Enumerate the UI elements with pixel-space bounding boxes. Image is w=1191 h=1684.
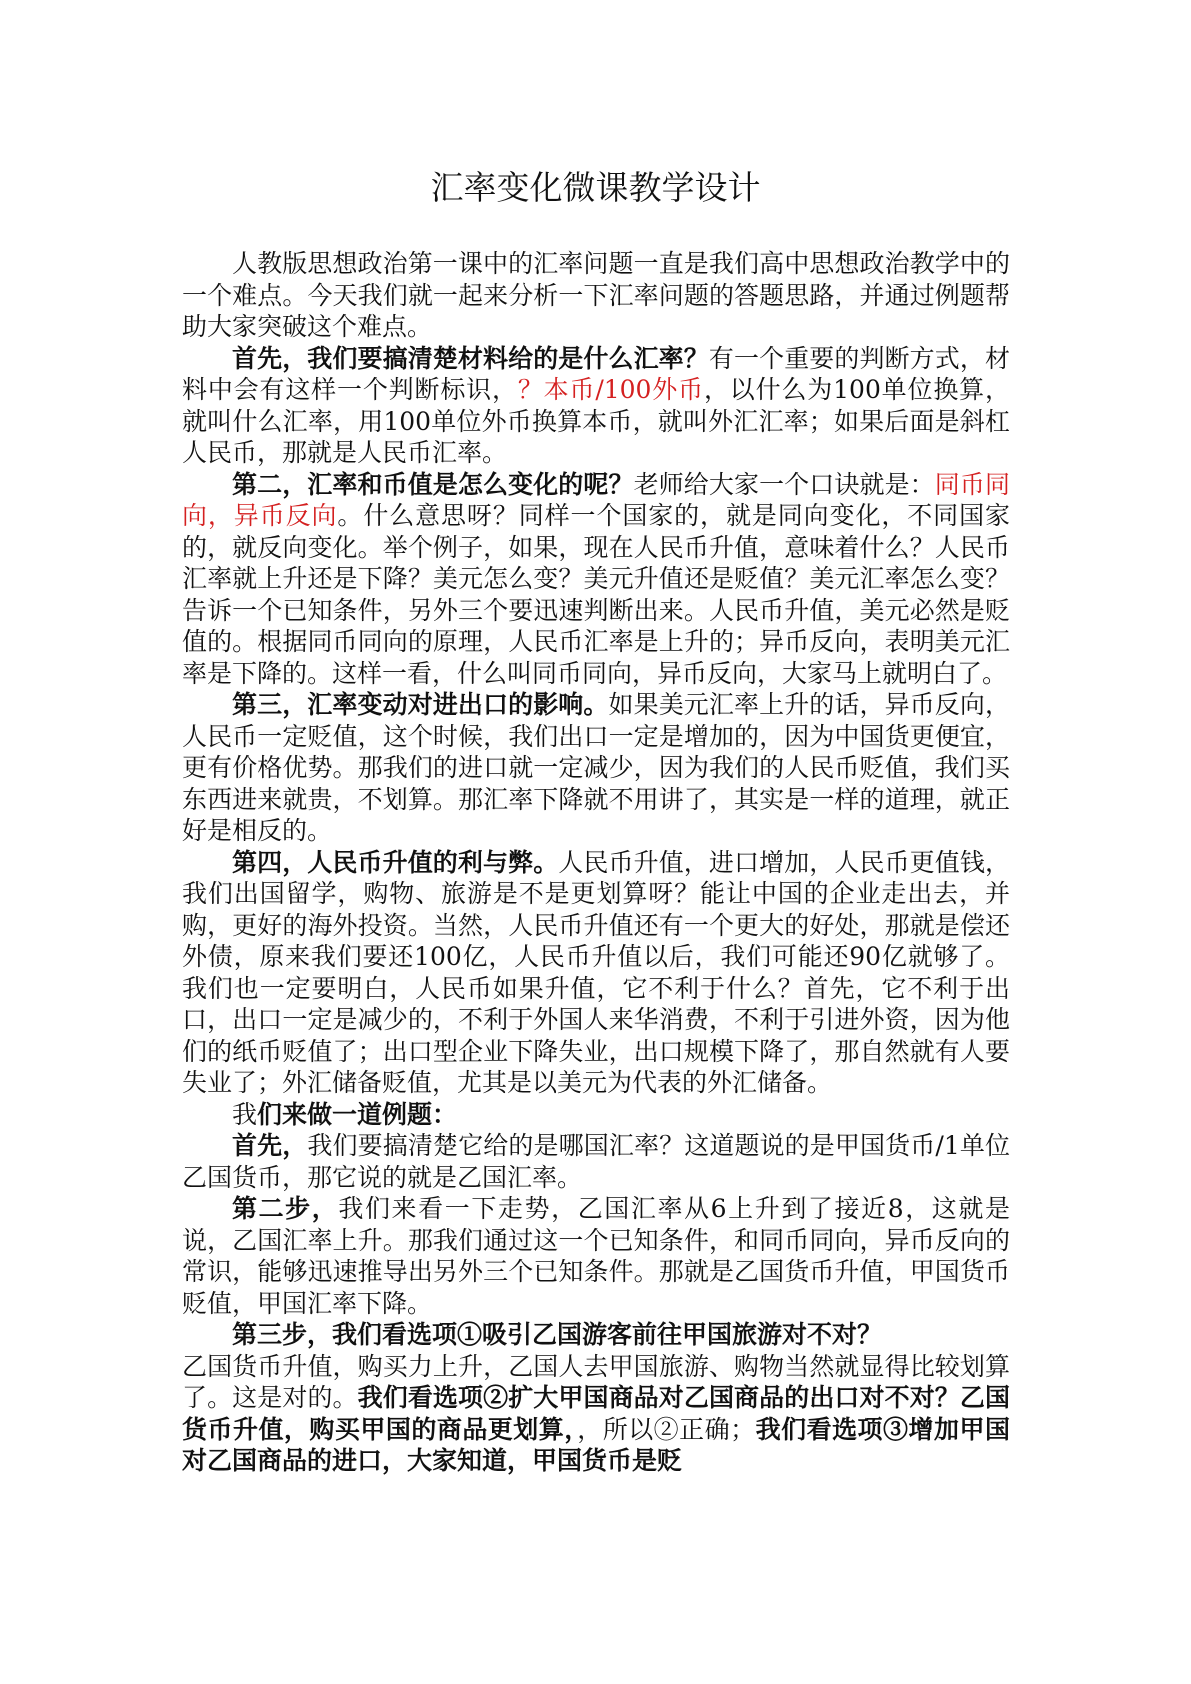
paragraph-options xyxy=(182,1351,1010,1477)
paragraph-step-one xyxy=(182,1130,1010,1193)
example-intro-first-char: 我 xyxy=(232,1099,258,1129)
option-two-heading: 我们看选项②扩大甲国商品对乙国商品的出口对不对？乙国货币升值，购买甲国的商品更划算， xyxy=(182,1383,1010,1444)
first-text-b: ，以什么为100单位换算，就叫什么汇率，用100单位外币换算本币，就叫外汇汇率；如果后面是斜杠人民币，那就是人民币汇率。 xyxy=(182,375,1011,467)
paragraph-step-three xyxy=(182,1319,1010,1351)
options-text-c: ，所以②正确； xyxy=(577,1414,756,1444)
paragraph-fourth xyxy=(182,847,1010,1099)
step-one-text: 我们要搞清楚它给的是哪国汇率？这道题说的是甲国货币/1单位乙国货币，那它说的就是乙国汇率。 xyxy=(182,1131,1010,1192)
second-heading: 第二，汇率和币值是怎么变化的呢？ xyxy=(232,469,634,499)
paragraph-intro xyxy=(182,248,1010,343)
first-highlight: ？本币/100外币 xyxy=(517,375,704,404)
third-text: 如果美元汇率上升的话，异币反向，人民币一定贬值，这个时候，我们出口一定是增加的，因为中国货更便宜，更有价格优势。那我们的进口就一定减少，因为我们的人民币贬值，我们买东西进来就贵，不划算。那汇率下降就不用讲了，其实是一样的道理，就正好是相反的。 xyxy=(182,690,1010,845)
options-text-a: 乙国货币升值，购买力上升，乙国人去甲国旅游、购物当然就显得比较划算了。这是对的。 xyxy=(182,1351,1010,1412)
document-body xyxy=(182,248,1010,1477)
step-three-heading: 第三步，我们看选项①吸引乙国游客前往甲国旅游对不对？ xyxy=(232,1320,883,1349)
step-one-heading: 首先， xyxy=(232,1131,308,1160)
example-intro-heading: 们来做一道例题： xyxy=(257,1099,458,1129)
paragraph-example-intro xyxy=(182,1099,1010,1131)
first-text-a: 有一个重要的判断方式，材料中会有这样一个判断标识， xyxy=(182,343,1010,404)
second-text-a: 老师给大家一个口诀就是： xyxy=(633,469,935,499)
step-two-heading: 第二步， xyxy=(232,1194,339,1223)
third-heading: 第三，汇率变动对进出口的影响。 xyxy=(232,690,609,719)
fourth-text: 人民币升值，进口增加，人民币更值钱，我们出国留学，购物、旅游是不是更划算呀？能让中国的企业走出去，并购，更好的海外投资。当然，人民币升值还有一个更大的好处，那就是偿还外债，原来我们要还100亿，人民币升值以后，我们可能还90亿就够了。我们也一定要明白，人民币如果升值，它不利于什么？首先，它不利于出口，出口一定是减少的，不利于外国人来华消费，不利于引进外资，因为他们的纸币贬值了；出口型企业下降失业，出口规模下降了，那自然就有人要失业了；外汇储备贬值，尤其是以美元为代表的外汇储备。 xyxy=(182,847,1010,1097)
paragraph-second xyxy=(182,469,1010,690)
second-highlight: 同币同向，异币反向 xyxy=(182,469,1010,530)
step-two-text: 我们来看一下走势，乙国汇率从6上升到了接近8，这就是说，乙国汇率上升。那我们通过这一个已知条件，和同币同向，异币反向的常识，能够迅速推导出另外三个已知条件。那就是乙国货币升值，甲国货币贬值，甲国汇率下降。 xyxy=(182,1194,1010,1318)
option-three-heading: 我们看选项③增加甲国对乙国商品的进口，大家知道，甲国货币是贬 xyxy=(182,1414,1010,1475)
paragraph-first xyxy=(182,343,1010,469)
intro-text: 人教版思想政治第一课中的汇率问题一直是我们高中思想政治教学中的一个难点。今天我们就一起来分析一下汇率问题的答题思路，并通过例题帮助大家突破这个难点。 xyxy=(182,249,1010,341)
paragraph-step-two xyxy=(182,1193,1010,1319)
fourth-heading: 第四，人民币升值的利与弊。 xyxy=(232,847,559,877)
first-heading: 首先，我们要搞清楚材料给的是什么汇率？ xyxy=(232,343,709,373)
second-text-b: 。什么意思呀？同样一个国家的，就是同向变化，不同国家的，就反向变化。举个例子，如果，现在人民币升值，意味着什么？人民币汇率就上升还是下降？美元怎么变？美元升值还是贬值？美元汇率怎么变？告诉一个已知条件，另外三个要迅速判断出来。人民币升值，美元必然是贬值的。根据同币同向的原理，人民币汇率是上升的；异币反向，表明美元汇率是下降的。这样一看，什么叫同币同向，异币反向，大家马上就明白了。 xyxy=(182,501,1010,688)
document-title: 汇率变化微课教学设计 xyxy=(430,168,761,207)
paragraph-third xyxy=(182,689,1010,847)
